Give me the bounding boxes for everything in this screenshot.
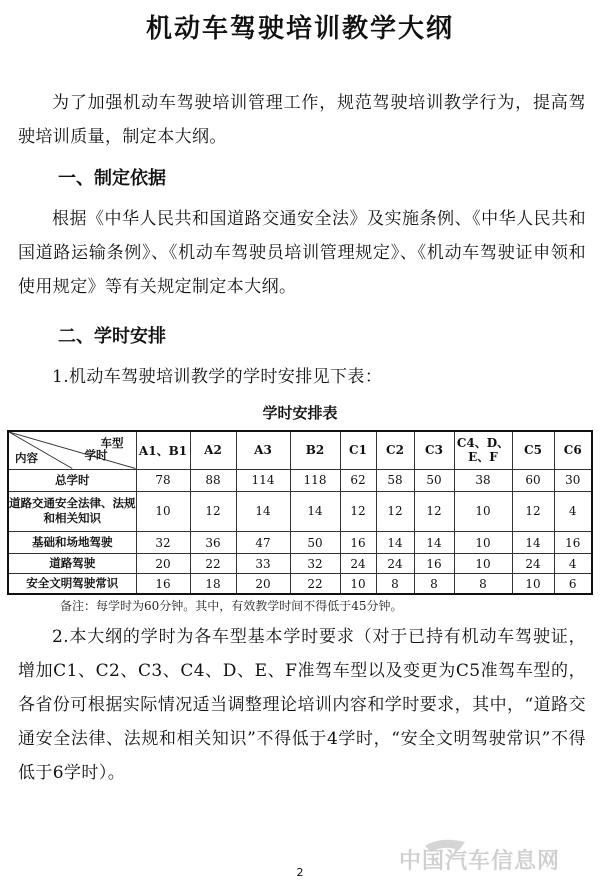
table-cell: 88 [190, 469, 236, 491]
table-cell: 24 [376, 554, 414, 574]
table-cell: 118 [290, 469, 340, 491]
hours-table [7, 430, 593, 595]
row-label: 道路交通安全法律、法规和相关知识 [8, 491, 136, 531]
table-row [8, 554, 592, 574]
table-cell: 4 [554, 491, 592, 531]
table-cell: 10 [512, 574, 554, 594]
table-cell: 16 [554, 531, 592, 553]
table-cell: 14 [290, 491, 340, 531]
table-cell: 14 [236, 491, 290, 531]
table-cell: 6 [554, 574, 592, 594]
table-cell: 78 [136, 469, 190, 491]
table-cell: 16 [136, 574, 190, 594]
table-cell: 10 [454, 554, 512, 574]
column-header: C3 [414, 431, 454, 469]
table-cell: 20 [136, 554, 190, 574]
table-title: 学时安排表 [262, 404, 338, 422]
table-cell: 14 [512, 531, 554, 553]
document-title: 机动车驾驶培训教学大纲 [145, 14, 454, 44]
table-cell: 14 [414, 531, 454, 553]
table-cell: 58 [376, 469, 414, 491]
table-body [8, 469, 592, 594]
basis-paragraph: 根据《中华人民共和国道路交通安全法》及实施条例、《中华人民共和国道路运输条例》、《机动车驾驶员培训管理规定》、《机动车驾驶证申领和使用规定》等有关规定制定本大纲。 [18, 209, 586, 297]
table-cell: 50 [414, 469, 454, 491]
column-header: C2 [376, 431, 414, 469]
table-row [8, 469, 592, 491]
row-label: 道路驾驶 [8, 554, 136, 574]
table-cell: 22 [190, 554, 236, 574]
table-cell: 24 [512, 554, 554, 574]
row-label: 基础和场地驾驶 [8, 531, 136, 553]
table-row [8, 491, 592, 531]
table-cell: 4 [554, 554, 592, 574]
corner-hours-label: 学时 [84, 448, 108, 462]
table-cell: 16 [414, 554, 454, 574]
table-cell: 50 [290, 531, 340, 553]
table-cell: 18 [190, 574, 236, 594]
table-cell: 20 [236, 574, 290, 594]
table-row [8, 574, 592, 594]
column-header: C4、D、E、F [454, 431, 512, 469]
column-header: B2 [290, 431, 340, 469]
watermark-text: 中国汽车信息网 [399, 849, 561, 874]
table-cell: 36 [190, 531, 236, 553]
table-cell: 30 [554, 469, 592, 491]
table-cell: 10 [454, 531, 512, 553]
column-header: C6 [554, 431, 592, 469]
table-cell: 8 [454, 574, 512, 594]
page-number: 2 [296, 866, 304, 879]
table-cell: 24 [340, 554, 376, 574]
hours-item-1: 1.机动车驾驶培训教学的学时安排见下表： [52, 367, 383, 387]
table-cell: 10 [136, 491, 190, 531]
table-cell: 12 [414, 491, 454, 531]
table-cell: 10 [340, 574, 376, 594]
table-cell: 8 [414, 574, 454, 594]
column-header: C5 [512, 431, 554, 469]
table-cell: 47 [236, 531, 290, 553]
table-cell: 32 [136, 531, 190, 553]
column-header: A1、B1 [136, 431, 190, 469]
corner-vehicle-label: 车型 [100, 436, 124, 450]
table-cell: 22 [290, 574, 340, 594]
hours-item-2: 2.本大纲的学时为各车型基本学时要求（对于已持有机动车驾驶证，增加C1、C2、C3、C4、D、E、F准驾车型以及变更为C5准驾车型的，各省份可根据实际情况适当调整理论培训内容和学时要求，其中，“道路交通安全法律、法规和相关知识”不得低于4学时，“安全文明驾驶常识”不得低于6学时）。 [18, 627, 586, 783]
table-cell: 16 [340, 531, 376, 553]
section-heading-hours: 二、学时安排 [58, 326, 166, 347]
table-cell: 12 [340, 491, 376, 531]
table-cell: 38 [454, 469, 512, 491]
table-cell: 12 [376, 491, 414, 531]
table-cell: 32 [290, 554, 340, 574]
corner-content-label: 内容 [15, 450, 38, 465]
row-label: 安全文明驾驶常识 [8, 574, 136, 594]
column-header: C1 [340, 431, 376, 469]
row-label: 总学时 [8, 469, 136, 491]
table-header-corner [8, 431, 136, 469]
table-cell: 114 [236, 469, 290, 491]
section-heading-basis: 一、制定依据 [58, 168, 166, 189]
table-cell: 14 [376, 531, 414, 553]
table-cell: 60 [512, 469, 554, 491]
column-header: A3 [236, 431, 290, 469]
table-cell: 33 [236, 554, 290, 574]
table-row [8, 531, 592, 553]
table-cell: 10 [454, 491, 512, 531]
column-header: A2 [190, 431, 236, 469]
table-cell: 62 [340, 469, 376, 491]
table-cell: 8 [376, 574, 414, 594]
intro-paragraph: 为了加强机动车驾驶培训管理工作，规范驾驶培训教学行为，提高驾驶培训质量，制定本大纲。 [18, 93, 586, 147]
table-cell: 12 [190, 491, 236, 531]
table-note: 备注：每学时为60分钟。其中，有效教学时间不得低于45分钟。 [60, 599, 403, 613]
table-cell: 12 [512, 491, 554, 531]
table-header-row [8, 431, 592, 469]
